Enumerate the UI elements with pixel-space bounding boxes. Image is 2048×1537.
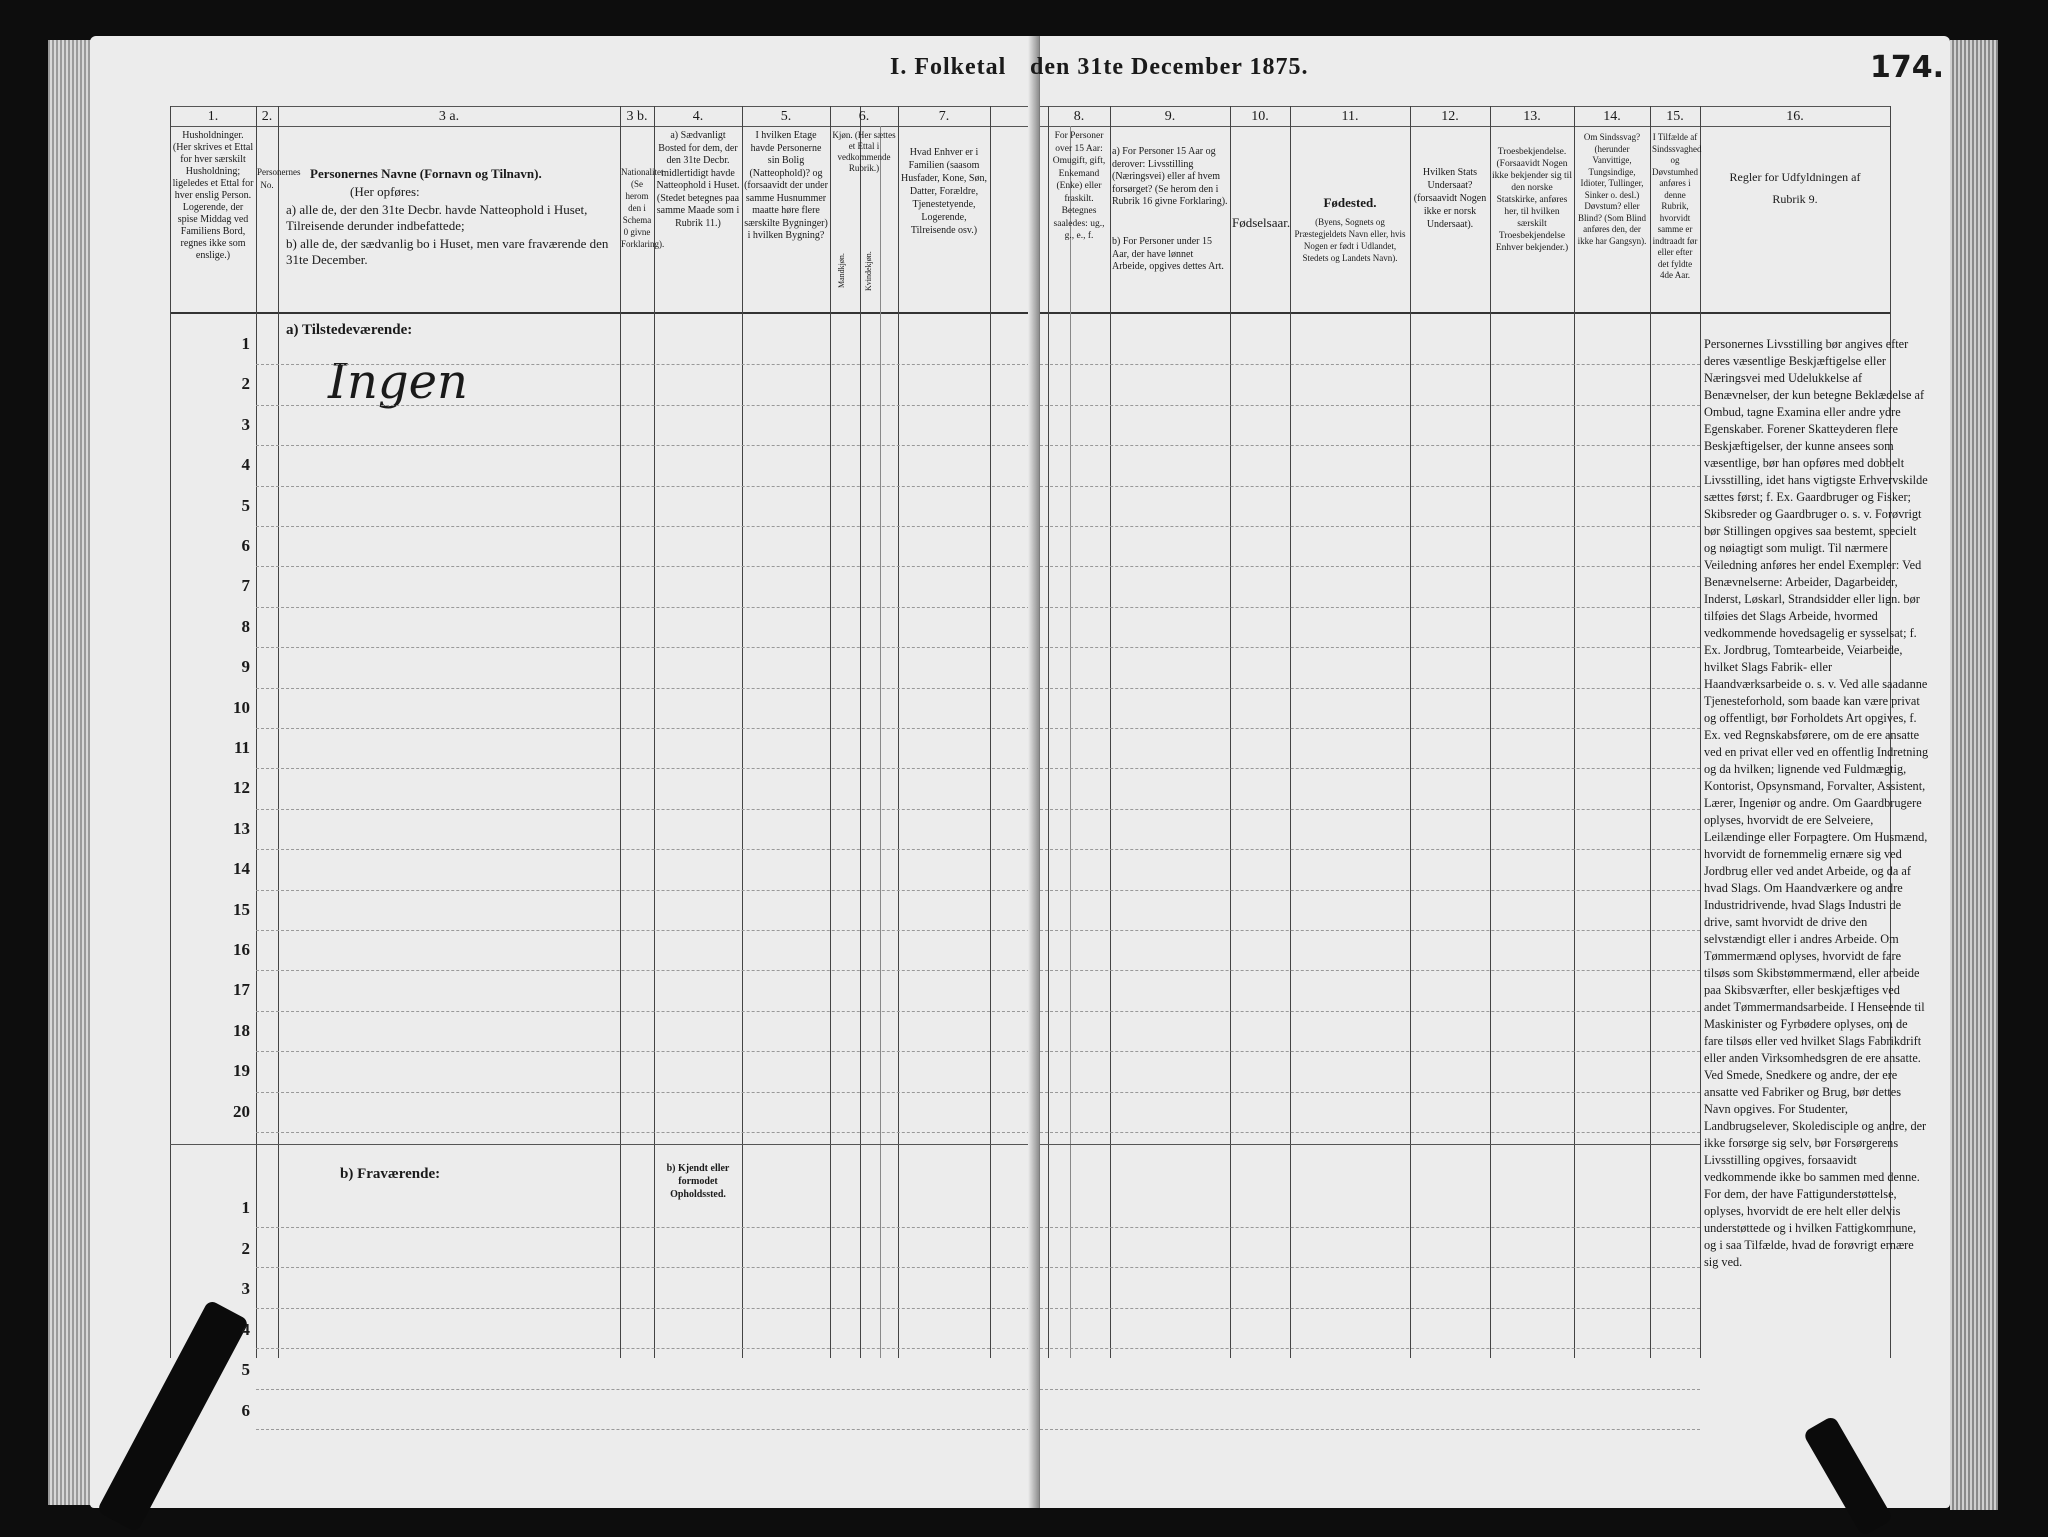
column-number: 7.	[938, 109, 950, 124]
column-number: 3 a.	[438, 109, 460, 124]
row-line	[256, 607, 1040, 608]
row-line	[1040, 688, 1700, 689]
row-line	[256, 445, 1040, 446]
column-number: 10.	[1251, 109, 1269, 124]
header-birthplace-title: Fødested.	[1323, 195, 1377, 210]
row-line	[1040, 1092, 1700, 1093]
header-occupation-a: a) For Personer 15 Aar og derover: Livsstilling (Næringsvei) eller af hvem forsørget? (Se herom den i Rubrik 16 givne Forklaring).	[1112, 146, 1228, 207]
section-absent: b) Fraværende:	[340, 1166, 441, 1182]
header-birth-year: Fødselsaar.	[1232, 215, 1291, 230]
row-number: 10	[233, 697, 250, 717]
left-page-edges	[48, 40, 92, 1505]
header-rules: Regler for Udfyldningen af Rubrik 9.	[1729, 170, 1861, 206]
left-page	[90, 36, 1040, 1508]
col-line	[880, 126, 881, 1358]
column-number: 14.	[1603, 109, 1621, 124]
column-number: 12.	[1441, 109, 1459, 124]
row-number: 1	[241, 1198, 250, 1217]
row-line	[256, 1132, 1040, 1133]
col-line	[1410, 106, 1411, 1358]
row-line	[1040, 1011, 1700, 1012]
column-number: 8.	[1073, 109, 1085, 124]
column-number: 2.	[261, 109, 273, 124]
row-number: 6	[241, 536, 250, 555]
row-number: 6	[241, 1400, 250, 1420]
col-line	[170, 106, 171, 1358]
header-citizenship: Hvilken Stats Undersaat? (forsaavidt Nogen ikke er norsk Undersaat).	[1413, 167, 1487, 230]
row-line	[256, 1389, 1040, 1390]
header-female: Kvindekjøn.	[864, 251, 873, 291]
header-disability-onset: I Tilfælde af Sindssvaghed og Døvstumhed anføres i denne Rubrik, hvorvidt samme er indtraadt før eller efter det fyldte 4de Aar.	[1652, 132, 1702, 280]
section-present: a) Tilstedeværende:	[286, 322, 413, 338]
row-line	[1040, 1267, 1700, 1268]
column-number: 6.	[858, 109, 870, 124]
row-line	[1040, 405, 1700, 406]
header-sex: Kjøn. (Her sættes et Ettal i vedkommende Rubrik.)	[832, 130, 896, 173]
row-line	[1040, 1132, 1700, 1133]
header-male: Mandkjøn.	[837, 253, 846, 289]
row-line	[256, 930, 1040, 931]
row-line	[256, 647, 1040, 648]
row-number: 8	[241, 616, 250, 636]
row-line	[1040, 970, 1700, 971]
row-line	[1040, 1348, 1700, 1349]
row-line	[256, 526, 1040, 527]
header-marital: For Personer over 15 Aar: Omugift, gift, Enkemand (Enke) eller fraskilt. Betegnes saaledes: ug., g., e., f.	[1052, 131, 1106, 241]
row-line	[256, 566, 1040, 567]
header-names-sub: (Her opføres:	[350, 184, 420, 199]
col-line	[1230, 106, 1231, 1358]
column-number: 13.	[1523, 109, 1541, 124]
header-family-role: Hvad Enhver er i Familien (saasom Husfader, Kone, Søn, Datter, Forældre, Tjenestetyende, Logerende, Tilreisende osv.)	[901, 147, 987, 236]
col-line	[860, 106, 861, 1358]
row-line	[256, 768, 1040, 769]
header-households: Husholdninger. (Her skrives et Ettal for hver særskilt Husholdning; ligeledes et Ettal for hver enslig Person. Logerende, der spise Middag ved Familiens Bord, regnes ikke som enslige.)	[172, 130, 254, 261]
col-line	[1070, 126, 1071, 1358]
column-number: 16.	[1786, 109, 1804, 124]
absent-location-note: b) Kjendt eller formodet Opholdssted.	[666, 1163, 730, 1200]
row-line	[256, 1051, 1040, 1052]
col-line	[830, 106, 831, 1358]
header-names-a: a) alle de, der den 31te Decbr. havde Natteophold i Huset, Tilreisende derunder indbefattede;	[286, 202, 588, 233]
col-line	[990, 106, 991, 1358]
row-line	[256, 890, 1040, 891]
column-number: 11.	[1341, 109, 1359, 124]
section-divider	[1040, 1144, 1700, 1145]
row-number: 4	[241, 455, 250, 475]
left-page-title: I. Folketal	[890, 54, 1007, 80]
col-line	[1490, 106, 1491, 1358]
header-names-title: Personernes Navne (Fornavn og Tilnavn).	[310, 166, 542, 181]
row-line	[256, 1092, 1040, 1093]
column-number: 1.	[207, 109, 219, 124]
col-line	[1700, 106, 1701, 1358]
col-line	[278, 106, 279, 1358]
col-line	[898, 106, 899, 1358]
row-number: 3	[241, 1279, 250, 1298]
col-line	[256, 106, 257, 1358]
right-page-title: den 31te December 1875.	[1030, 54, 1309, 80]
row-number: 13	[233, 818, 250, 838]
row-line	[1040, 445, 1700, 446]
header-floor: I hvilken Etage havde Personerne sin Bolig (Natteophold)? og (forsaavidt der under samme Husnummer maatte høre flere særskilte Bygninger) i hvilken Bygning?	[744, 130, 828, 241]
row-line	[256, 688, 1040, 689]
col-line	[1110, 106, 1111, 1358]
row-number: 17	[233, 980, 250, 1000]
column-number: 5.	[780, 109, 792, 124]
header-person-no: Personernes No.	[257, 167, 301, 190]
row-line	[256, 1348, 1040, 1349]
row-line	[1040, 526, 1700, 527]
row-line	[1040, 1308, 1700, 1309]
row-line	[1040, 647, 1700, 648]
row-line	[1040, 364, 1700, 365]
row-number: 15	[233, 899, 250, 919]
column-number: 9.	[1164, 109, 1176, 124]
row-line	[256, 1308, 1040, 1309]
col-line	[742, 106, 743, 1358]
section-divider	[170, 1144, 1040, 1145]
row-number: 18	[233, 1020, 250, 1040]
row-line	[1040, 1051, 1700, 1052]
header-usual-residence: a) Sædvanligt Bosted for dem, der den 31te Decbr. midlertidigt havde Natteophold i Huset. (Stedet betegnes paa samme Maade som i Rubrik 11.)	[656, 130, 740, 229]
row-number: 1	[241, 334, 250, 353]
row-number: 3	[241, 414, 250, 434]
row-line	[256, 809, 1040, 810]
row-line	[256, 1011, 1040, 1012]
col-line	[1290, 106, 1291, 1358]
row-line	[256, 1267, 1040, 1268]
row-number: 5	[241, 1360, 250, 1379]
row-line	[256, 1227, 1040, 1228]
row-line	[1040, 1429, 1700, 1430]
instructions-text: Personernes Livsstilling bør angives efter deres væsentlige Beskjæftigelse eller Næringsvei med Udelukkelse af Benævnelser, der kun betegne Beklædelse af Ombud, tagne Examina eller andre ydre Egenskaber. Forener Skatteyderen flere Beskjæftigelser, der kunne ansees som væsentlige, bør han opføres med dobbelt Livsstilling, idet hans vigtigste Erhvervskilde sættes først; f. Ex. Gaardbruger og Fisker; Skibsreder og Gaardbruger o. s. v. Forøvrigt bør Stillingen opgives saa bestemt, specielt og nøiagtigt som muligt. Til nærmere Veiledning anføres her endel Exempler: Ved Benævnelserne: Arbeider, Dagarbeider, Inderst, Løskarl, Strandsidder eller lign. bør tilføies det Slags Arbeide, hvormed vedkommende hovedsagelig er sysselsat; f. Ex. Jordbrug, Tomtearbeide, Veiarbeide, hvilket Slags Fabrik- eller Haandværksarbeide o. s. v. Ved alle saadanne Tjenesteforhold, som baade kan være privat og offentligt, bør Forholdets Art opgives, f. Ex. ved Regnskabsførere, om de ere ansatte ved en privat eller ved en offentlig Indretning og da hvilken; lignende ved Fuldmægtig, Kontorist, Opsynsmand, Forvalter, Assistent, Lærer, Ingeniør og andre. Om Gaardbrugere oplyses, hvorvidt de ere Selveiere, Leilændinge eller Forpagtere. Om Husmænd, hvorvidt de fornemmelig ernære sig ved Jordbrug eller ved andet Arbeide, og da af hvad Slags. Om Haandværkere og andre Industridrivende, hvad Slags Industri de drive, samt hvorvidt de drive den selvstændigt eller i andres Arbeide. Om Tømmermænd oplyses, hvorvidt de fare tilsøs som Skibstømmermænd, eller arbeide paa Skibsværfter, eller beskjæftiges ved andet Tømmermandsarbeide. I Henseende til Maskinister og Fyrbødere oplyses, om de fare tilsøs eller ved hvilket Slags Fabrikdrift eller anden Virksomhedsgren de ere ansatte. Ved Smede, Snedkere og andre, der ere ansatte ved Fabriker og Brug, bør dettes Navn opgives. For Studenter, Landbrugselever, Skoledisciple og andre, der ikke forsørge sig selv, bør Forsørgerens Livsstilling opgives, forsaavidt vedkommende ikke bo sammen med denne. For dem, der have Fattigunderstøttelse, oplyses, hvorvidt de ere helt eller delvis understøttede og i hvilken Fattigkommune, og i saa Tilfælde, hvad de forøvrigt ernære sig ved.	[1704, 337, 1929, 1269]
row-line	[256, 405, 1040, 406]
row-number: 11	[233, 738, 250, 757]
row-line	[1040, 849, 1700, 850]
header-bottom-line	[170, 312, 1040, 314]
row-number: 19	[233, 1061, 250, 1081]
row-line	[256, 728, 1040, 729]
row-line	[1040, 809, 1700, 810]
row-line	[1040, 1389, 1700, 1390]
row-line	[1040, 890, 1700, 891]
col-line	[654, 106, 655, 1358]
header-occupation-b: b) For Personer under 15 Aar, der have lønnet Arbeide, opgives dettes Art.	[1112, 236, 1224, 272]
row-line	[256, 364, 1040, 365]
header-disability: Om Sindssvag? (herunder Vanvittige, Tungsindige, Idioter, Tullinger, Sinker o. desl.) Døvstum? eller Blind? (Som Blind anføres den, der ikke har Gangsyn).	[1577, 132, 1647, 246]
column-number: 3 b.	[626, 109, 648, 124]
header-nationality: Nationalitet (Se herom den i Schema 0 givne Forklaring).	[621, 167, 665, 249]
row-number: 4	[241, 1319, 250, 1339]
header-names-b: b) alle de, der sædvanlig bo i Huset, men vare fraværende den 31te December.	[286, 236, 609, 267]
row-line	[256, 849, 1040, 850]
row-line	[1040, 607, 1700, 608]
col-line	[1574, 106, 1575, 1358]
header-religion: Troesbekjendelse. (Forsaavidt Nogen ikke bekjender sig til den norske Statskirke, anføres her, til hvilken særskilt Troesbekjendelse Enhver bekjender.)	[1492, 147, 1572, 253]
row-line	[1040, 930, 1700, 931]
col-line	[1650, 106, 1651, 1358]
row-number: 14	[233, 859, 250, 879]
row-number: 20	[233, 1101, 250, 1121]
row-number: 16	[233, 940, 250, 959]
row-number: 2	[241, 374, 250, 394]
row-line	[1040, 728, 1700, 729]
right-page-edges	[1950, 40, 1998, 1510]
column-number: 4.	[692, 109, 704, 124]
row-number: 7	[241, 576, 250, 596]
row-line	[1040, 566, 1700, 567]
row-number: 12	[233, 778, 250, 798]
right-page	[1030, 36, 1950, 1508]
column-number: 15.	[1666, 109, 1684, 124]
row-line	[256, 486, 1040, 487]
row-number: 2	[241, 1238, 250, 1258]
row-line	[1040, 768, 1700, 769]
row-line	[256, 1429, 1040, 1430]
header-birthplace: (Byens, Sognets og Præstegjeldets Navn eller, hvis Nogen er født i Udlandet, Stedets og Landets Navn).	[1294, 217, 1406, 263]
row-line	[1040, 1227, 1700, 1228]
row-number: 5	[241, 495, 250, 515]
header-number-line	[170, 126, 1040, 127]
header-top-line	[170, 106, 1040, 107]
row-line	[256, 970, 1040, 971]
row-line	[1040, 486, 1700, 487]
page-number: 174.	[1870, 50, 1945, 85]
row-number: 9	[241, 657, 250, 677]
handwritten-entry: Ingen	[328, 354, 468, 410]
